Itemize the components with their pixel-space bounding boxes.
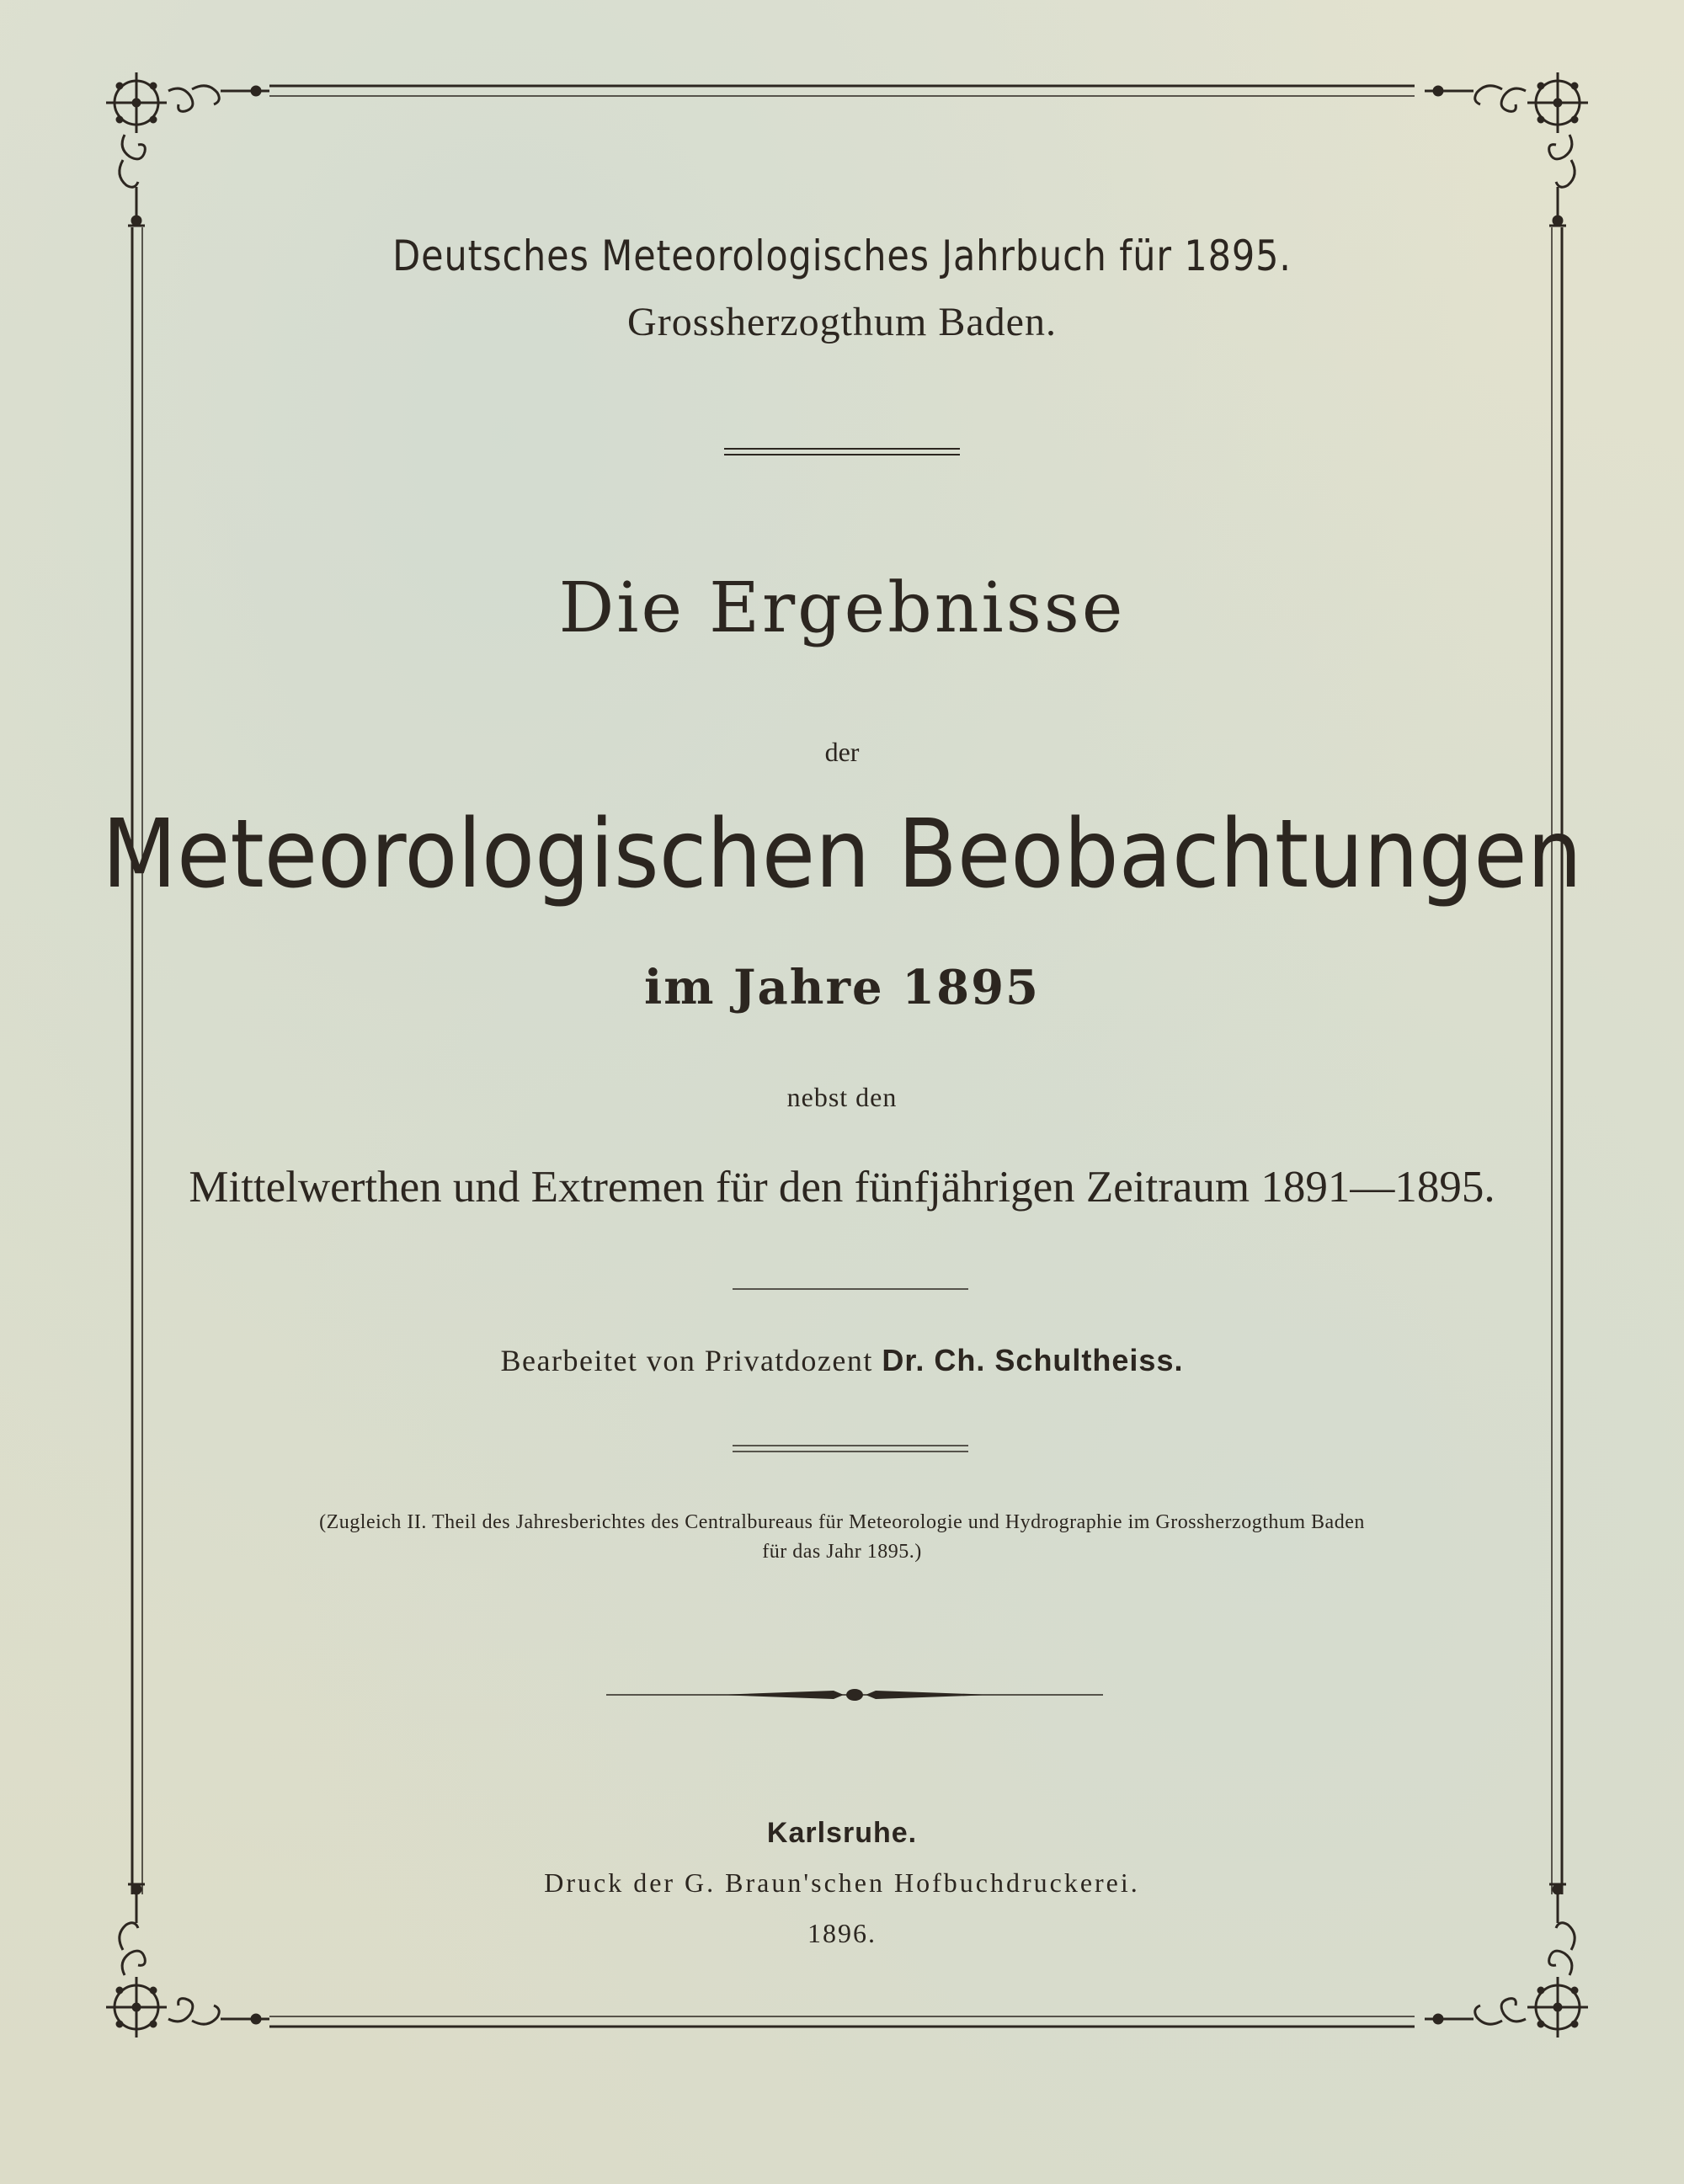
nebst-line: nebst den [786,1082,898,1112]
main-title: Meteorologischen Beobachtungen [102,800,1582,909]
year-line: im Jahre 1895 [643,960,1040,1015]
note-line-2: für das Jahr 1895.) [762,1541,922,1563]
corner-ornament-top-left [106,72,269,226]
divider-rule-3 [733,1443,968,1455]
author-name: Dr. Ch. Schultheiss. [882,1343,1184,1377]
region-title: Grossherzogthum Baden. [627,300,1057,344]
imprint-printer: Druck der G. Braun'schen Hofbuchdruckerei. [544,1867,1140,1898]
divider-rule-1 [724,446,960,458]
subtitle: Mittelwerthen und Extremen für den fünfjährigen Zeitraum 1891—1895. [189,1163,1495,1212]
title-line-1: Die Ergebnisse [558,568,1126,648]
author-line [0,1343,1684,1378]
title-connector: der [824,737,860,767]
imprint-place: Karlsruhe. [766,1817,918,1849]
ornamental-divider [606,1682,1103,1707]
note-line-1: (Zugleich II. Theil des Jahresberichtes des Centralbureaus für Meteorologie und Hydrographie im Grossherzogthum Baden [319,1511,1365,1533]
imprint-year: 1896. [807,1918,877,1948]
series-title: Deutsches Meteorologisches Jahrbuch für 1895. [392,232,1292,280]
divider-rule-2 [733,1286,968,1292]
author-prefix: Bearbeitet von Privatdozent [500,1344,873,1377]
